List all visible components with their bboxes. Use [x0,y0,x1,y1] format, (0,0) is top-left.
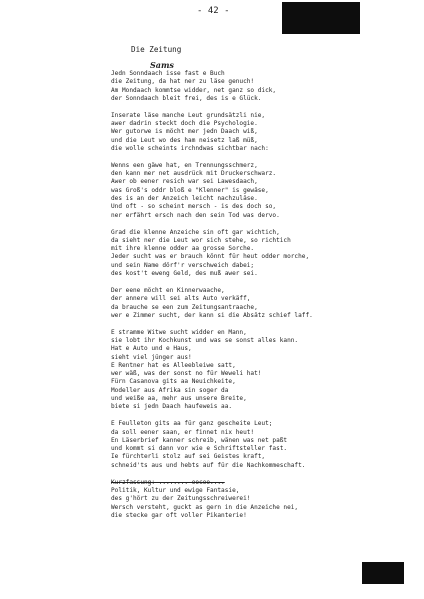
poem-line: und sein Name dörf'r verschweich dabei; [111,261,255,269]
poem-line: Wersch versteht, guckt as gern in die Anzeiche nei, [111,503,299,511]
poem-line: En Läserbrief kanner schreib, wänen was net paßt [111,436,288,444]
poem-title: Die Zeitung [131,45,182,54]
poem-line: und weiße aa, mehr aus unsere Breite, [111,395,247,403]
poem-line: Fürn Casanova gits aa Neuichkeite, [111,378,236,386]
poem-line: Wenns een gäwe hat, en Trennungsschmerz, [111,161,258,169]
poem-line: E Rentner hat es Alleebleiwe satt, [111,361,236,369]
poem-line: den kann mer net ausdrück mit Druckerschwarz. [111,170,277,178]
poem-line: schneid'ts aus und hebts auf für die Nachkommeschaft. [111,461,306,469]
stanza [111,329,411,412]
poem-line: Und oft - so scheint mersch - is des doch so, [111,203,277,211]
poem-line: E Feulleton gits aa für ganz gescheite Leut; [111,420,273,428]
poem-line: sieht viel jünger aus! [111,353,192,361]
poem-line: Awer ob eener resich war sei Lawesdaach, [111,178,258,186]
poem-line: da soll eener saan, er finnet nix heut! [111,428,255,436]
poem-line: der Sonndaach bleit frei, des is e Glück. [111,94,262,102]
poem-line: Politik, Kultur und ewige Fantasie, [111,486,240,494]
poem-line: Der eene möcht en Kinnerwaache, [111,286,225,294]
poem-line: und die Leut wo des ham neisetz laß müß, [111,136,258,144]
stanza [111,479,411,520]
poem-line: da sieht ner die Leut wor sich stehe, so richtich [111,236,291,244]
stanza [111,229,411,279]
page-number: - 42 - [197,6,230,16]
poem-line: des is an der Anzeich leicht nachzuläse. [111,195,258,203]
poem-line: E stramme Witwe sucht widder en Mann, [111,328,247,336]
poem-line: Modeller aus Afrika sin soger da [111,386,229,394]
poem-line: die wolle scheints irchndwas sichtbar nach: [111,144,269,152]
poem-body [111,70,411,529]
poem-line: awer dadrin steckt doch die Psychologie. [111,120,258,128]
stanza [111,162,411,220]
stanza [111,287,411,320]
poem-line: Ie fürchterli stolz auf sei Geistes kraft, [111,453,266,461]
poem-line: Hat e Auto und e Haus, [111,345,192,353]
poem-line: Am Mondaach kommtse widder, net ganz so dick, [111,86,277,94]
poem-line: Grad die klenne Anzeiche sin oft gar wichtich, [111,228,280,236]
redaction-box-top [282,2,360,34]
poem-line: wer e Zimmer sucht, der kann si die Absätz schief laff. [111,311,313,319]
poem-line: Kurzfassung: ........ oocoo.... [111,478,225,486]
poem-line: was Groß's oddr bloß e "Klenner" is gewäse, [111,186,269,194]
poem-line: ner erfährt ersch nach den sein Tod was dervo. [111,211,280,219]
poem-line: Wer gutorwe is möcht mer jedn Daach wiß, [111,128,258,136]
poem-line: Inserate läse manche Leut grundsätzli nie, [111,111,266,119]
poem-line: Jedn Sonndaach isse fast e Buch [111,70,225,77]
poem-line: sie lobt ihr Kochkunst und was se sonst alles kann. [111,336,299,344]
poem-line: wer wäß, was der sonst no für Weweli hat! [111,370,262,378]
stanza [111,420,411,470]
poem-line: da brauche se een zum Zeitungsantraache, [111,303,258,311]
stanza [111,112,411,153]
poem-line: Jeder sucht was er brauch könnt für heut odder morche, [111,253,310,261]
stanza [111,70,411,103]
poem-line: der annere will sei alts Auto verkäff, [111,295,251,303]
poem-line: des g'hört zu der Zeitungsschreiwerei! [111,495,251,503]
poem-line: des kost't eweng Geld, des muß awer sei. [111,270,258,278]
poem-line: und kommt si dann vor wie e Schriftsteller fast. [111,445,288,453]
poem-line: mit ihre klenne odder aa grosse Sorche. [111,245,255,253]
handwritten-correction: Sams [150,60,174,70]
poem-line: die Zeitung, da hat ner zu läse genuch! [111,78,255,86]
poem-line: die stecke gar oft voller Pikanterie! [111,511,247,519]
poem-line: biete si jedn Daach haufeweis aa. [111,403,233,411]
redaction-box-bottom [362,562,404,584]
